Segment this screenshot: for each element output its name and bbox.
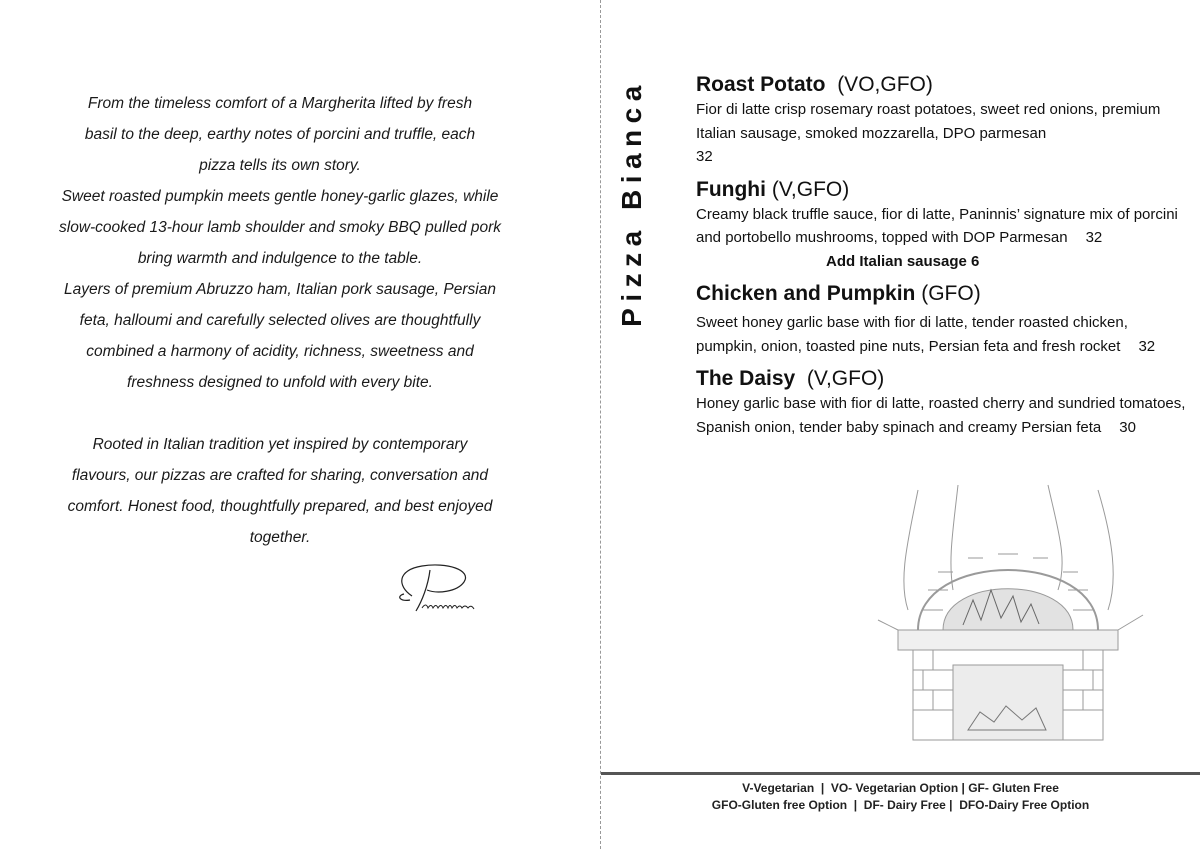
item-desc: Creamy black truffle sauce, fior di latte, Paninnis’ signature mix of porcini and portobello mushrooms, topped with DOP Parmesan xyxy=(696,205,1178,246)
page-fold-divider xyxy=(600,0,601,849)
intro-line: basil to the deep, earthy notes of porcini and truffle, each xyxy=(84,126,476,143)
intro-text xyxy=(40,88,520,553)
intro-line: Layers of premium Abruzzo ham, Italian pork sausage, Persian xyxy=(64,281,496,298)
intro-line: From the timeless comfort of a Margherita lifted by fresh xyxy=(87,95,473,112)
signature xyxy=(392,556,492,618)
legend-line-1: V-Vegetarian | VO- Vegetarian Option | GF- Gluten Free xyxy=(742,781,1059,795)
intro-line: feta, halloumi and carefully selected olives are thoughtfully xyxy=(79,312,481,329)
menu-item-funghi xyxy=(696,177,1188,274)
intro-line: freshness designed to unfold with every bite. xyxy=(127,374,433,391)
item-name: Chicken and Pumpkin xyxy=(696,282,916,305)
pizza-oven-illustration xyxy=(858,480,1158,750)
legend-line-2: GFO-Gluten free Option | DF- Dairy Free | DFO-Dairy Free Option xyxy=(711,798,1090,812)
intro-line: flavours, our pizzas are crafted for sharing, conversation and xyxy=(71,467,489,484)
item-price: 32 xyxy=(1085,229,1103,246)
item-name: Funghi xyxy=(696,177,766,201)
intro-line: together. xyxy=(249,529,311,546)
item-desc: Honey garlic base with fior di latte, roasted cherry and sundried tomatoes, Spanish onion, tender baby spinach and creamy Persian feta xyxy=(696,395,1186,436)
menu-item-chicken-pumpkin xyxy=(696,281,1188,358)
intro-line: slow-cooked 13-hour lamb shoulder and smoky BBQ pulled pork xyxy=(59,219,501,236)
intro-line: Sweet roasted pumpkin meets gentle honey-garlic glazes, while xyxy=(61,188,499,205)
item-tags: (GFO) xyxy=(921,282,981,305)
menu-items xyxy=(696,72,1188,447)
section-title-text: Pizza Bianca xyxy=(616,79,647,327)
intro-line: Rooted in Italian tradition yet inspired by contemporary xyxy=(92,436,468,453)
item-tags: (VO,GFO) xyxy=(837,73,933,96)
menu-item-the-daisy xyxy=(696,366,1188,439)
intro-line: combined a harmony of acidity, richness, sweetness and xyxy=(86,343,474,360)
item-tags: (V,GFO) xyxy=(806,367,885,390)
item-tags: (V,GFO) xyxy=(771,177,850,201)
intro-line: bring warmth and indulgence to the table. xyxy=(137,250,423,267)
item-desc: Sweet honey garlic base with fior di latte, tender roasted chicken, pumpkin, onion, toasted pine nuts, Persian feta and fresh rocket xyxy=(696,314,1128,355)
dietary-legend xyxy=(601,780,1200,814)
item-price: 30 xyxy=(1119,418,1136,436)
item-name: The Daisy xyxy=(696,367,796,390)
menu-item-roast-potato xyxy=(696,72,1188,169)
item-desc: Fior di latte crisp rosemary roast potatoes, sweet red onions, premium Italian sausage, smoked mozzarella, DPO parmesan xyxy=(696,101,1161,142)
item-addon: Add Italian sausage 6 xyxy=(826,252,980,270)
item-price: 32 xyxy=(696,148,713,165)
item-price: 32 xyxy=(1138,337,1156,355)
intro-line: comfort. Honest food, thoughtfully prepared, and best enjoyed xyxy=(67,498,493,515)
intro-line: pizza tells its own story. xyxy=(199,157,361,174)
footer-rule xyxy=(601,772,1200,775)
section-title xyxy=(612,72,652,334)
item-name: Roast Potato xyxy=(696,73,826,96)
